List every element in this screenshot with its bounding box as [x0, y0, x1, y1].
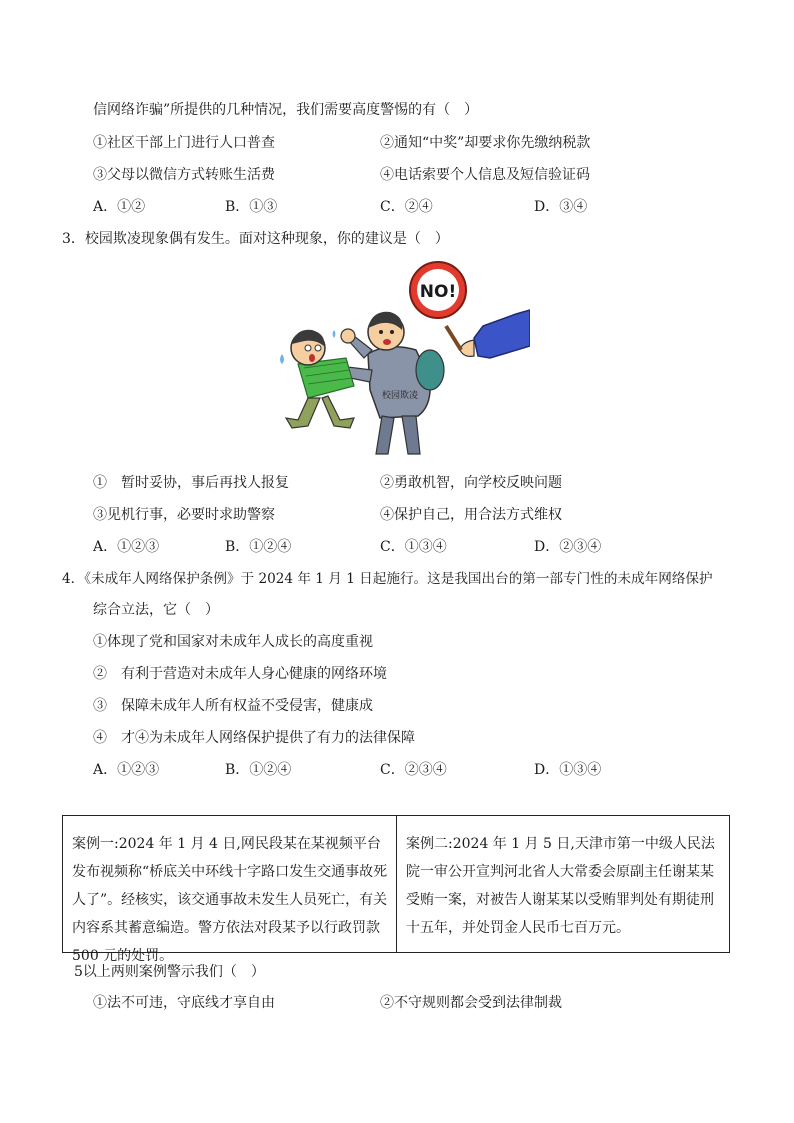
q2-item-1: ①社区干部上门进行人口普查 — [93, 135, 275, 151]
anti-bullying-illustration — [268, 258, 530, 458]
q3-choice-a: A．①②③ — [93, 539, 160, 555]
q4-stem-line-1: 4．《未成年人网络保护条例》于 2024 年 1 月 1 日起施行。这是我国出台的第一部专门性的未成年网络保护 — [62, 571, 713, 587]
q2-choice-b: B．①③ — [225, 199, 278, 215]
q4-choice-d: D．①③④ — [534, 762, 602, 778]
q3-item-3: ③见机行事，必要时求助警察 — [93, 507, 275, 523]
q3-item-4: ④保护自己，用合法方式维权 — [380, 507, 562, 523]
sign-text: NO! — [419, 282, 457, 302]
q2-item-3: ③父母以微信方式转账生活费 — [93, 167, 275, 183]
q4-choice-a: A．①②③ — [93, 762, 160, 778]
q3-item-2: ②勇敢机智，向学校反映问题 — [380, 475, 562, 491]
q2-choice-a: A．①② — [93, 199, 146, 215]
q4-choice-b: B．①②④ — [225, 762, 292, 778]
q3-choice-c: C．①③④ — [380, 539, 447, 555]
q2-choice-c: C．②④ — [380, 199, 433, 215]
q3-choice-b: B．①②④ — [225, 539, 292, 555]
q2-choice-d: D．③④ — [534, 199, 588, 215]
q4-item-1: ①体现了党和国家对未成年人成长的高度重视 — [93, 634, 373, 650]
no-stop-sign — [410, 262, 466, 318]
q3-stem: 3．校园欺凌现象偶有发生。面对这种现象，你的建议是（ ） — [62, 231, 449, 247]
q4-choice-c: C．②③④ — [380, 762, 447, 778]
case-table — [62, 815, 730, 964]
q5-item-2: ②不守规则都会受到法律制裁 — [380, 995, 562, 1011]
case-one-cell: 案例一:2024 年 1 月 4 日,网民段某在某视频平台发布视频称“桥底关中环线十字路口发生交通事故死人了”。经核实，该交通事故未发生人员死亡，有关内容系其蓄意编造。警方依法对段某予以行政罚款 500 元的处罚。 — [72, 836, 388, 964]
q4-item-2: ② 有利于营造对未成年人身心健康的网络环境 — [93, 666, 387, 682]
q2-stem: 信网络诈骗”所提供的几种情况，我们需要高度警惕的有（ ） — [93, 102, 479, 118]
q5-item-1: ①法不可违，守底线才享自由 — [93, 995, 275, 1011]
q3-item-1: ① 暂时妥协，事后再找人报复 — [93, 475, 289, 491]
q2-item-4: ④电话索要个人信息及短信验证码 — [380, 167, 590, 183]
shirt-text: 校园欺凌 — [381, 391, 419, 401]
q3-choice-d: D．②③④ — [534, 539, 602, 555]
q4-item-3: ③ 保障未成年人所有权益不受侵害，健康成 — [93, 698, 373, 714]
q4-item-4: ④ 才④为未成年人网络保护提供了有力的法律保障 — [93, 730, 415, 746]
q2-item-2: ②通知“中奖”却要求你先缴纳税款 — [380, 135, 591, 151]
q4-stem-line-2: 综合立法，它（ ） — [93, 602, 219, 618]
case-two-cell: 案例二:2024 年 1 月 5 日,天津市第一中级人民法院一审公开宣判河北省人大常委会原副主任谢某某受贿一案，对被告人谢某某以受贿罪判处有期徒刑十五年，并处罚金人民币七百万元。 — [396, 816, 729, 952]
q5-stem: 5以上两则案例警示我们（ ） — [74, 964, 265, 980]
